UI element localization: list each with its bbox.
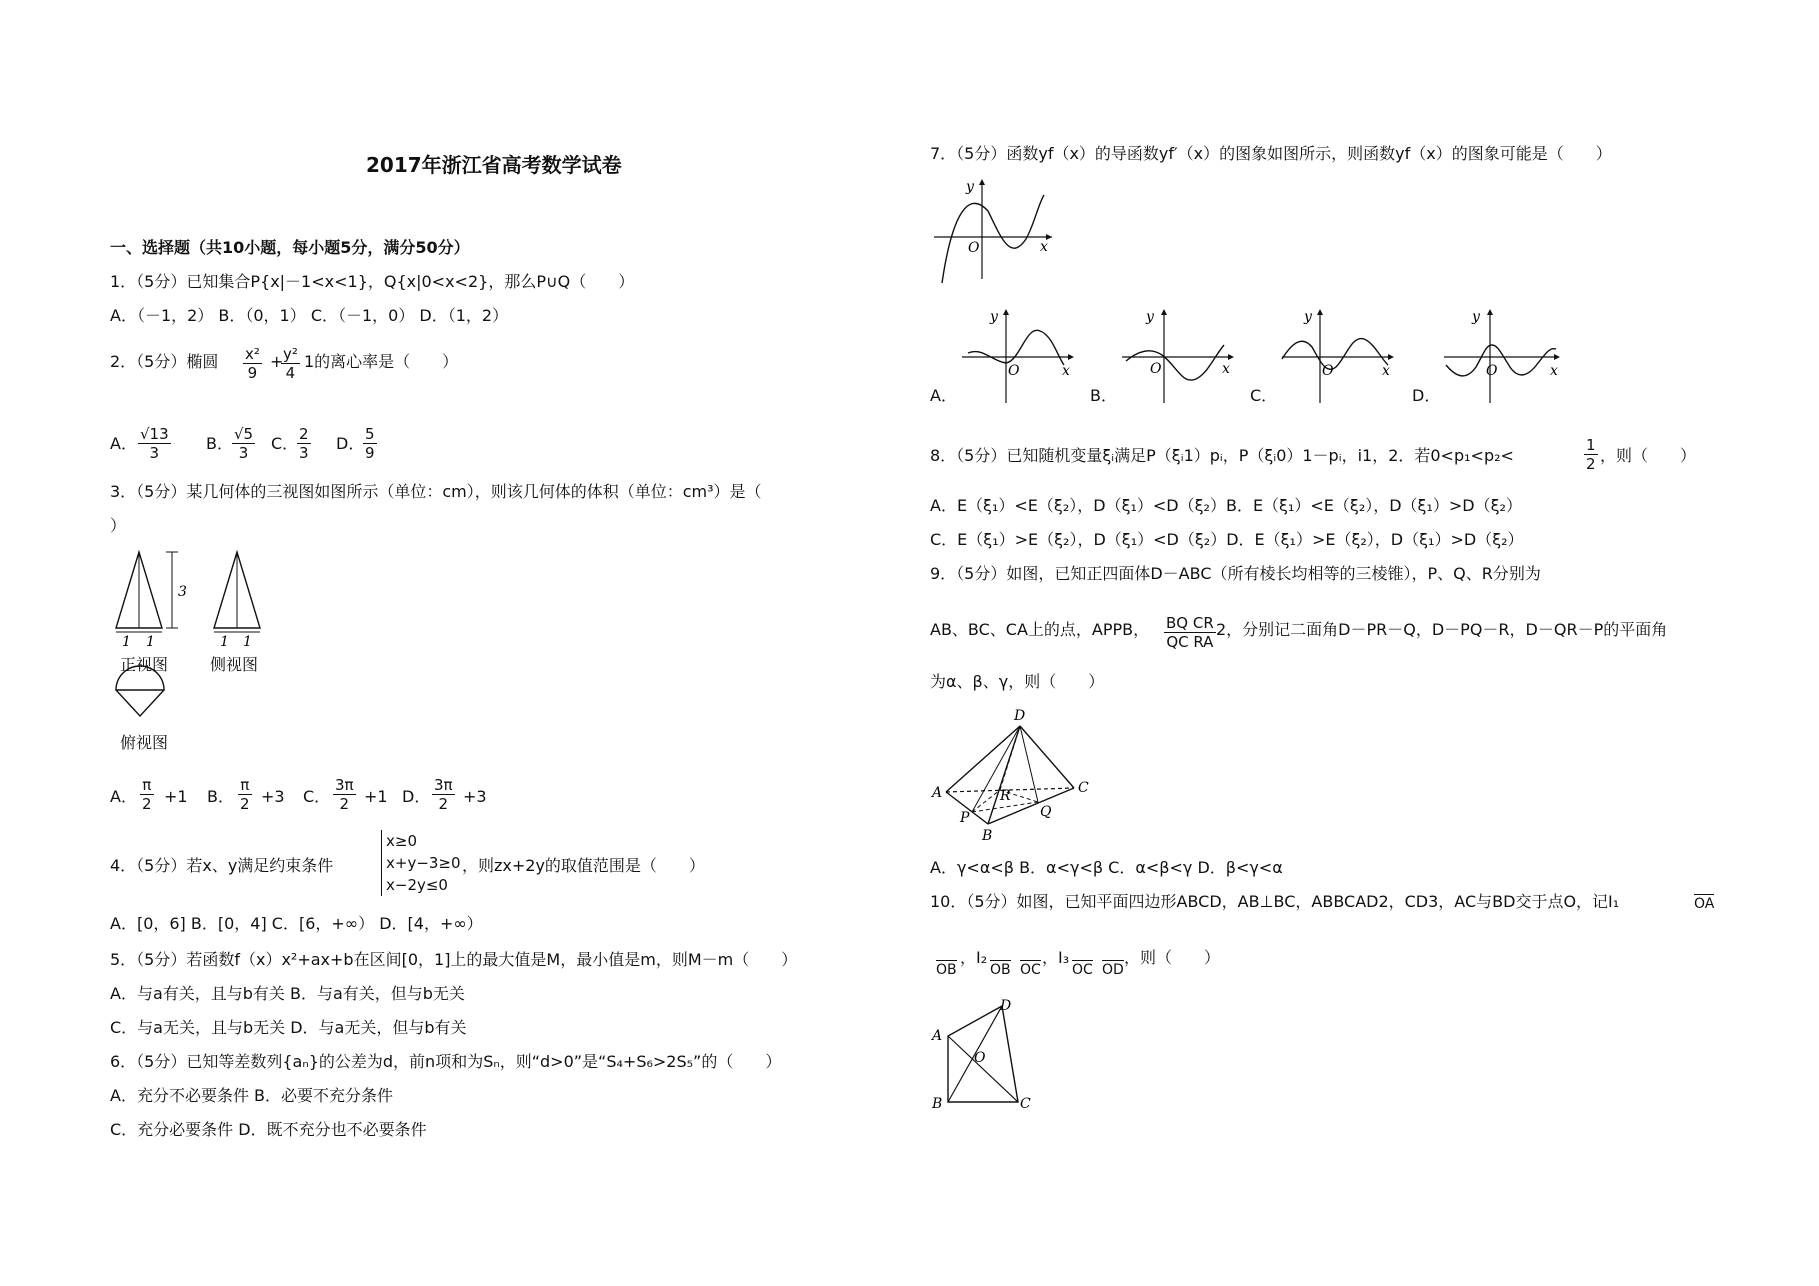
quadrilateral-figure bbox=[930, 996, 1050, 1116]
frac-numerator: π bbox=[238, 776, 252, 795]
frac-denominator: 2 bbox=[339, 795, 350, 813]
q10-stem-post: ，则（ ） bbox=[1124, 948, 1221, 967]
q3-stem-cont: ） bbox=[110, 516, 127, 535]
frac-numerator: 5 bbox=[365, 425, 375, 443]
q4-constraints bbox=[381, 830, 461, 896]
vector-ob-2: OB bbox=[990, 962, 1011, 978]
q7-option-d-graph bbox=[1440, 305, 1564, 405]
axis-y-label: y bbox=[1304, 309, 1312, 325]
frac-denominator: 2 bbox=[438, 795, 449, 813]
vertex-a-label: A bbox=[932, 785, 943, 801]
frac-denominator: 2 bbox=[142, 795, 152, 813]
vector-oc-2: OC bbox=[1072, 962, 1093, 978]
frac-denominator: 3 bbox=[149, 444, 160, 462]
vector-oa: OA bbox=[1694, 896, 1715, 912]
q3-opt-a-label: A． bbox=[110, 787, 137, 806]
axis-y-label: y bbox=[1472, 309, 1480, 325]
q10-i2-label: ，I₂ bbox=[960, 948, 988, 967]
q2-frac-y bbox=[281, 345, 300, 382]
vector-ob: OB bbox=[936, 962, 957, 978]
q8-options-ab: A．E（ξ₁）<E（ξ₂），D（ξ₁）<D（ξ₂）B．E（ξ₁）<E（ξ₂），D（ξ₁）>D（ξ₂） bbox=[930, 496, 1522, 515]
q2-plus: + bbox=[270, 352, 284, 371]
top-view-caption: 俯视图 bbox=[120, 733, 169, 752]
axis-y-label: y bbox=[990, 309, 998, 325]
vertex-d-label: D bbox=[1014, 708, 1026, 724]
q4-stem-post: ，则zx+2y的取值范围是（ ） bbox=[462, 856, 705, 875]
q9-ratio-frac bbox=[1164, 614, 1216, 651]
frac-numerator: 2 bbox=[299, 425, 309, 443]
axis-x-label: x bbox=[1222, 361, 1230, 377]
q9-line3: 为α、β、γ，则（ ） bbox=[930, 672, 1105, 691]
frac-numerator: √5 bbox=[234, 425, 254, 443]
q3-opt-c-label: C． bbox=[303, 787, 331, 806]
frac-numerator: BQ CR bbox=[1166, 614, 1214, 632]
origin-label: O bbox=[1486, 363, 1498, 379]
axis-y-label: y bbox=[966, 179, 974, 195]
q2-opt-a-frac bbox=[138, 425, 171, 462]
q2-stem-post: 1的离心率是（ ） bbox=[304, 352, 459, 371]
constraint-2: x+y−3≥0 bbox=[386, 854, 461, 872]
q2-opt-a-label: A． bbox=[110, 434, 137, 453]
q2-opt-c-label: C． bbox=[271, 434, 299, 453]
q7-option-b-graph bbox=[1118, 305, 1238, 405]
frac-denominator: 2 bbox=[240, 795, 250, 813]
vector-oc: OC bbox=[1020, 962, 1041, 978]
q7-opt-b-label: B． bbox=[1090, 386, 1117, 405]
vertex-a-label: A bbox=[932, 1028, 943, 1044]
q5-stem: 5．（5分）若函数f（x）x²+ax+b在区间[0，1]上的最大值是M，最小值是m，则M－m（ ） bbox=[110, 950, 798, 969]
point-r-label: R bbox=[1000, 788, 1011, 804]
vertex-b-label: B bbox=[932, 1096, 943, 1112]
q7-opt-c-label: C． bbox=[1250, 386, 1278, 405]
vertex-c-label: C bbox=[1020, 1096, 1031, 1112]
side-view-caption: 侧视图 bbox=[210, 655, 259, 674]
q2-opt-c-frac bbox=[297, 425, 311, 462]
front-view-caption: 正视图 bbox=[120, 655, 169, 674]
q3-opt-d-frac bbox=[432, 776, 455, 813]
dim-one-left: 1 bbox=[122, 634, 131, 650]
origin-label: O bbox=[1150, 361, 1162, 377]
vertex-b-label: B bbox=[982, 828, 993, 844]
q8-options-cd: C．E（ξ₁）>E（ξ₂），D（ξ₁）<D（ξ₂）D．E（ξ₁）>E（ξ₂），D（ξ₁）>D（ξ₂） bbox=[930, 530, 1524, 549]
q3-opt-d-label: D． bbox=[402, 787, 431, 806]
frac-numerator: π bbox=[140, 776, 154, 795]
q1-stem: 1．（5分）已知集合P{x|－1<x<1}，Q{x|0<x<2}，那么P∪Q（ ） bbox=[110, 272, 635, 291]
q2-opt-d-label: D． bbox=[336, 434, 365, 453]
frac-denominator: 3 bbox=[238, 444, 249, 462]
front-view bbox=[116, 552, 187, 650]
section-heading: 一、选择题（共10小题，每小题5分，满分50分） bbox=[110, 238, 470, 257]
q6-stem: 6．（5分）已知等差数列{aₙ}的公差为d，前n项和为Sₙ，则“d>0”是“S₄+S₆>2S₅”的（ ） bbox=[110, 1052, 782, 1071]
page-title: 2017年浙江省高考数学试卷 bbox=[366, 153, 622, 177]
frac-denominator: 2 bbox=[1586, 455, 1596, 473]
q7-stem: 7．（5分）函数yf（x）的导函数yf′（x）的图象如图所示，则函数yf（x）的图象可能是（ ） bbox=[930, 144, 1612, 163]
frac-numerator: 3π bbox=[335, 776, 354, 794]
frac-denominator: 3 bbox=[299, 444, 309, 462]
q3-opt-a-tail: +1 bbox=[164, 787, 188, 806]
q8-half-frac bbox=[1584, 436, 1598, 473]
q1-options: A．（－1，2） B．（0，1） C．（－1，0） D．（1，2） bbox=[110, 306, 509, 325]
q10-i3-label: ，I₃ bbox=[1042, 948, 1070, 967]
frac-denominator: 9 bbox=[247, 364, 258, 382]
q3-opt-b-frac bbox=[238, 776, 252, 813]
q5-options-cd: C．与a无关，且与b无关 D．与a无关，但与b有关 bbox=[110, 1018, 467, 1037]
q9-options: A．γ<α<β B．α<γ<β C．α<β<γ D．β<γ<α bbox=[930, 858, 1283, 877]
q3-opt-c-tail: +1 bbox=[364, 787, 388, 806]
origin-label: O bbox=[1008, 363, 1020, 379]
dim-one-right: 1 bbox=[243, 634, 252, 650]
q7-opt-d-label: D． bbox=[1412, 386, 1441, 405]
axis-x-label: x bbox=[1550, 363, 1558, 379]
vertex-c-label: C bbox=[1078, 780, 1089, 796]
frac-denominator: 9 bbox=[365, 444, 375, 462]
constraint-1: x≥0 bbox=[386, 832, 417, 850]
frac-numerator: x² bbox=[245, 345, 260, 363]
q8-stem-pre: 8．（5分）已知随机变量ξᵢ满足P（ξᵢ1）pᵢ，P（ξᵢ0）1－pᵢ，i1，2．若0<p₁<p₂< bbox=[930, 446, 1514, 465]
q3-opt-b-label: B． bbox=[207, 787, 234, 806]
q2-stem-pre: 2．（5分）椭圆 bbox=[110, 352, 219, 371]
q3-opt-d-tail: +3 bbox=[463, 787, 487, 806]
frac-denominator: QC RA bbox=[1166, 633, 1214, 651]
axis-x-label: x bbox=[1062, 363, 1070, 379]
q3-stem: 3．（5分）某几何体的三视图如图所示（单位：cm），则该几何体的体积（单位：cm³）是（ bbox=[110, 482, 762, 501]
q9-stem: 9．（5分）如图，已知正四面体D－ABC（所有棱长均相等的三棱锥），P、Q、R分别为 bbox=[930, 564, 1541, 583]
q8-stem-post: ，则（ ） bbox=[1600, 446, 1697, 465]
q2-opt-d-frac bbox=[363, 425, 377, 462]
axis-x-label: x bbox=[1382, 363, 1390, 379]
q4-options: A．[0，6] B．[0，4] C．[6，+∞） D．[4，+∞） bbox=[110, 914, 483, 933]
three-view-figure bbox=[112, 548, 272, 748]
frac-numerator: 3π bbox=[434, 776, 453, 794]
q2-opt-b-label: B． bbox=[206, 434, 233, 453]
q7-option-c-graph bbox=[1278, 305, 1398, 405]
q2-opt-b-frac bbox=[232, 425, 255, 462]
q7-derivative-graph bbox=[930, 175, 1060, 285]
frac-denominator: 4 bbox=[285, 364, 296, 382]
dim-one-right: 1 bbox=[146, 634, 155, 650]
point-p-label: P bbox=[960, 810, 970, 826]
q7-opt-a-label: A． bbox=[930, 386, 957, 405]
q4-stem-pre: 4．（5分）若x、y满足约束条件 bbox=[110, 856, 334, 875]
q6-options-ab: A．充分不必要条件 B．必要不充分条件 bbox=[110, 1086, 394, 1105]
tetrahedron-figure bbox=[930, 704, 1100, 846]
constraint-3: x−2y≤0 bbox=[386, 876, 448, 894]
side-view bbox=[214, 552, 260, 650]
vector-od: OD bbox=[1102, 962, 1124, 978]
point-q-label: Q bbox=[1040, 804, 1052, 820]
frac-numerator: 1 bbox=[1586, 436, 1596, 454]
point-o-label: O bbox=[974, 1050, 986, 1066]
q3-opt-b-tail: +3 bbox=[261, 787, 285, 806]
q5-options-ab: A．与a有关，且与b有关 B．与a有关，但与b无关 bbox=[110, 984, 465, 1003]
q7-option-a-graph bbox=[958, 305, 1078, 405]
origin-label: O bbox=[968, 240, 980, 256]
q3-opt-c-frac bbox=[333, 776, 356, 813]
q2-frac-x bbox=[243, 345, 262, 382]
q9-line2-post: 2，分别记二面角D－PR－Q，D－PQ－R，D－QR－P的平面角 bbox=[1216, 620, 1668, 639]
vertex-d-label: D bbox=[1000, 998, 1012, 1014]
q3-opt-a-frac bbox=[140, 776, 154, 813]
axis-y-label: y bbox=[1146, 309, 1154, 325]
frac-numerator: √13 bbox=[140, 425, 169, 443]
q9-line2-pre: AB、BC、CA上的点，APPB， bbox=[930, 620, 1150, 639]
q10-stem: 10．（5分）如图，已知平面四边形ABCD，AB⊥BC，ABBCAD2，CD3，AC与BD交于点O，记I₁ bbox=[930, 892, 1620, 911]
q6-options-cd: C．充分必要条件 D．既不充分也不必要条件 bbox=[110, 1120, 427, 1139]
origin-label: O bbox=[1322, 363, 1334, 379]
axis-x-label: x bbox=[1040, 239, 1048, 255]
dim-one-left: 1 bbox=[220, 634, 229, 650]
frac-numerator: y² bbox=[283, 345, 298, 363]
height-dim: 3 bbox=[178, 584, 187, 600]
